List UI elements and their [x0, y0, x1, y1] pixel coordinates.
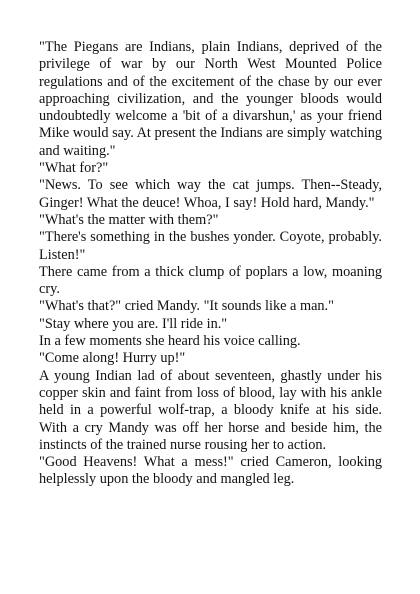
paragraph: "News. To see which way the cat jumps. Then--Steady, Ginger! What the deuce! Whoa, I say! Hold hard, Mandy."	[39, 177, 382, 211]
paragraph: "There's something in the bushes yonder. Coyote, probably. Listen!"	[39, 229, 382, 263]
document-page	[39, 39, 382, 489]
paragraph: "Good Heavens! What a mess!" cried Cameron, looking helplessly upon the bloody and mangled leg.	[39, 454, 382, 488]
paragraph: There came from a thick clump of poplars a low, moaning cry.	[39, 263, 382, 298]
paragraph: A young Indian lad of about seventeen, ghastly under his copper skin and faint from loss of blood, lay with his ankle held in a powerful wolf-trap, a bloody knife at his side. With a cry Mandy was off her horse and beside him, the instincts of the trained nurse rousing her to action.	[39, 367, 382, 453]
paragraph: "What for?"	[39, 160, 109, 177]
paragraph: "Stay where you are. I'll ride in."	[39, 315, 228, 332]
paragraph: In a few moments she heard his voice calling.	[39, 333, 301, 350]
paragraph: "What's the matter with them?"	[39, 211, 219, 228]
paragraph: "What's that?" cried Mandy. "It sounds like a man."	[39, 298, 334, 315]
paragraph: "The Piegans are Indians, plain Indians, deprived of the privilege of war by our North West Mounted Police regulations and of the excitement of the chase by our ever approaching civilization, and the younger bloods would undoubtedly welcome a 'bit of a divarshun,' as your friend Mike would say. At present the Indians are simply watching and waiting."	[39, 39, 382, 159]
paragraph: "Come along! Hurry up!"	[39, 350, 186, 367]
